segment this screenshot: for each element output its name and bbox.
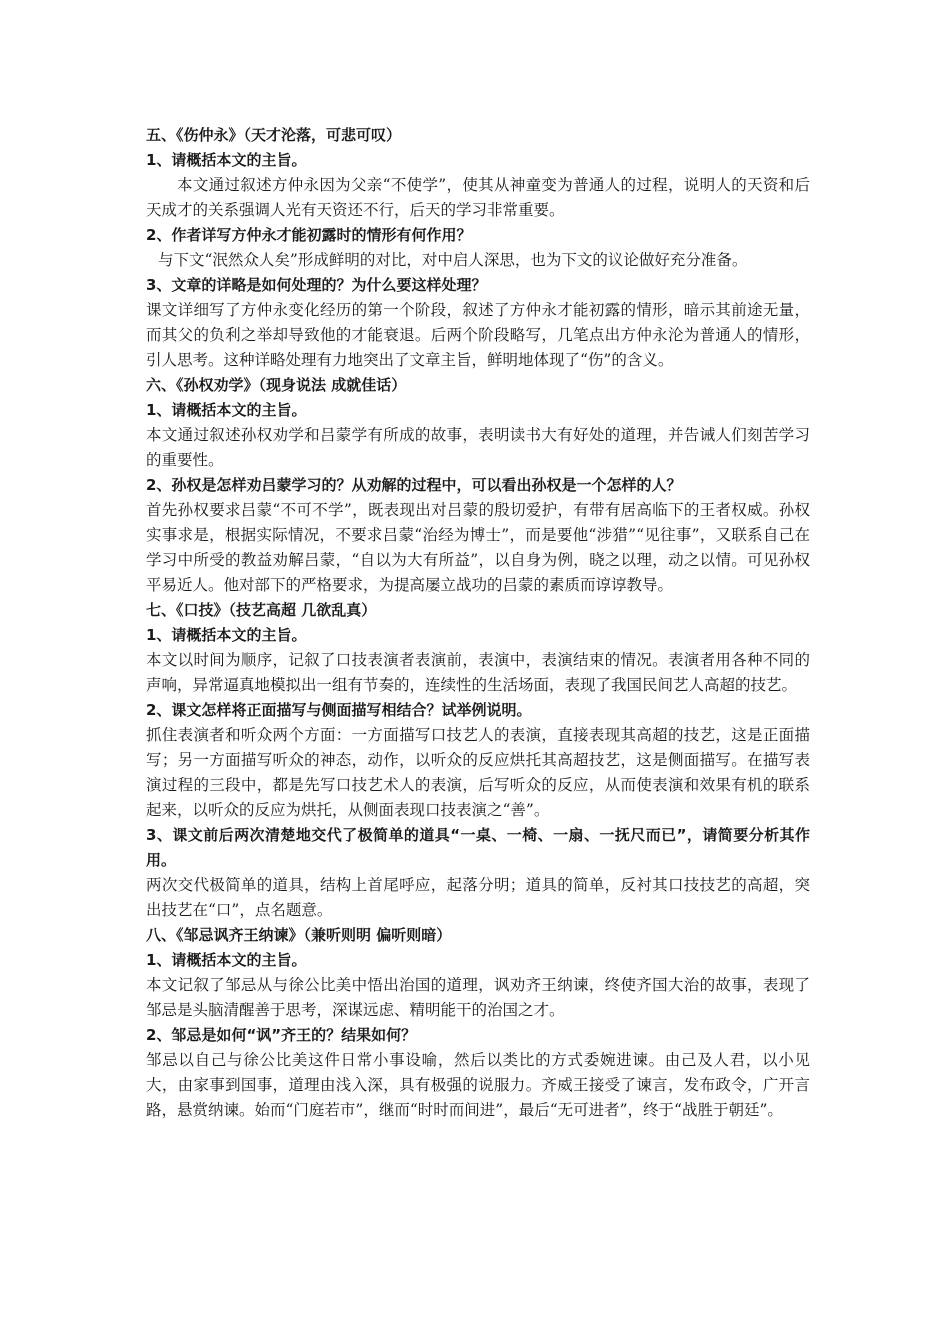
question: 2、孙权是怎样劝吕蒙学习的？从劝解的过程中，可以看出孙权是一个怎样的人？ — [146, 476, 682, 494]
section-heading: 六、《孙权劝学》（现身说法 成就佳话） — [146, 376, 407, 394]
answer: 本文通过叙述孙权劝学和吕蒙学有所成的故事，表明读书大有好处的道理，并告诫人们刻苦学习的重要性。 — [146, 426, 810, 469]
question: 3、课文前后两次清楚地交代了极简单的道具“一桌、一椅、一扇、一抚尺而已”，请简要分析其作用。 — [146, 826, 810, 869]
answer: 本文记叙了邹忌从与徐公比美中悟出治国的道理，讽劝齐王纳谏，终使齐国大治的故事，表现了邹忌是头脑清醒善于思考，深谋远虑、精明能干的治国之才。 — [146, 976, 810, 1019]
question: 2、课文怎样将正面描写与侧面描写相结合？试举例说明。 — [146, 701, 532, 719]
document-body — [146, 123, 810, 1123]
section-heading: 七、《口技》（技艺高超 几欲乱真） — [146, 601, 377, 619]
answer: 两次交代极简单的道具，结构上首尾呼应，起落分明；道具的简单，反衬其口技技艺的高超，突出技艺在“口”，点名题意。 — [146, 876, 810, 919]
answer: 本文通过叙述方仲永因为父亲“不使学”，使其从神童变为普通人的过程，说明人的天资和后天成才的关系强调人光有天资还不行，后天的学习非常重要。 — [146, 176, 810, 219]
question: 3、文章的详略是如何处理的？为什么要这样处理？ — [146, 276, 487, 294]
answer: 与下文“泯然众人矣”形成鲜明的对比，对中启人深思，也为下文的议论做好充分准备。 — [158, 251, 748, 269]
question: 1、请概括本文的主旨。 — [146, 951, 307, 969]
question: 2、邹忌是如何“讽”齐王的？结果如何？ — [146, 1026, 417, 1044]
answer: 抓住表演者和听众两个方面：一方面描写口技艺人的表演，直接表现其高超的技艺，这是正面描写；另一方面描写听众的神态，动作，以听众的反应烘托其高超技艺，这是侧面描写。在描写表演过程的三段中，都是先写口技艺术人的表演，后写听众的反应，从而使表演和效果有机的联系起来，以听众的反应为烘托，从侧面表现口技表演之“善”。 — [146, 726, 810, 819]
question: 2、作者详写方仲永才能初露时的情形有何作用？ — [146, 226, 472, 244]
question: 1、请概括本文的主旨。 — [146, 401, 307, 419]
section-heading: 八、《邹忌讽齐王纳谏》（兼听则明 偏听则暗） — [146, 926, 452, 944]
answer: 本文以时间为顺序，记叙了口技表演者表演前，表演中，表演结束的情况。表演者用各种不同的声响，异常逼真地模拟出一组有节奏的，连续性的生活场面，表现了我国民间艺人高超的技艺。 — [146, 651, 810, 694]
question: 1、请概括本文的主旨。 — [146, 626, 307, 644]
section-heading: 五、《伤仲永》（天才沦落，可悲可叹） — [146, 126, 402, 144]
question: 1、请概括本文的主旨。 — [146, 151, 307, 169]
answer: 课文详细写了方仲永变化经历的第一个阶段，叙述了方仲永才能初露的情形，暗示其前途无量，而其父的负利之举却导致他的才能衰退。后两个阶段略写，几笔点出方仲永沦为普通人的情形，引人思考。这种详略处理有力地突出了文章主旨，鲜明地体现了“伤”的含义。 — [146, 301, 810, 369]
answer: 首先孙权要求吕蒙“不可不学”，既表现出对吕蒙的殷切爱护，有带有居高临下的王者权威。孙权实事求是，根据实际情况，不要求吕蒙“治经为博士”，而是要他“涉猎”“见往事”，又联系自己在学习中所受的教益劝解吕蒙，“自以为大有所益”，以自身为例，晓之以理，动之以情。可见孙权平易近人。他对部下的严格要求，为提高屡立战功的吕蒙的素质而谆谆教导。 — [146, 501, 810, 594]
answer: 邹忌以自己与徐公比美这件日常小事设喻，然后以类比的方式委婉进谏。由己及人君，以小见大，由家事到国事，道理由浅入深，具有极强的说服力。齐威王接受了谏言，发布政令，广开言路，悬赏纳谏。始而“门庭若市”，继而“时时而间进”，最后“无可进者”，终于“战胜于朝廷”。 — [146, 1051, 810, 1119]
